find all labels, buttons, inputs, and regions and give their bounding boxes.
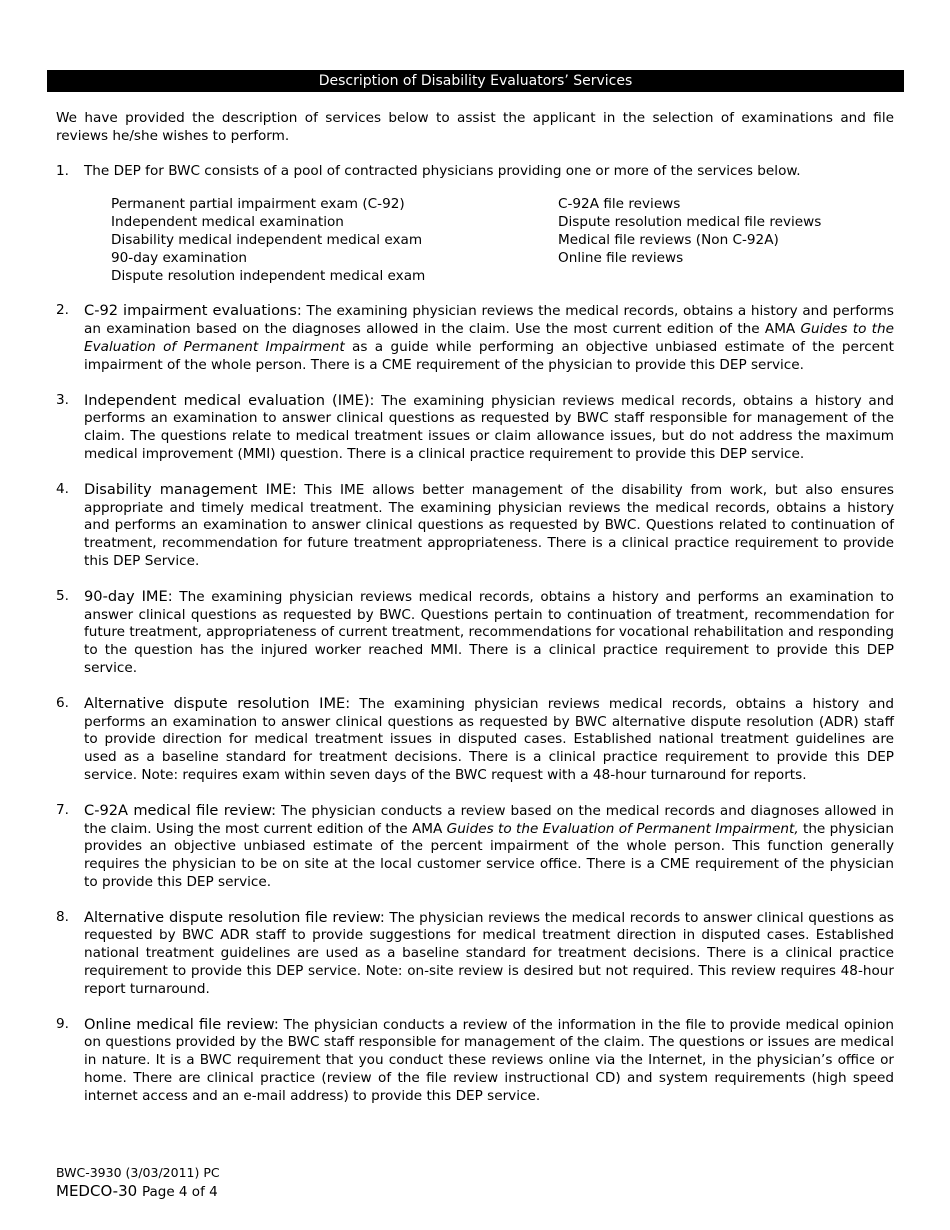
service-item: C-92A file reviews	[558, 196, 681, 213]
list-item-3	[56, 392, 894, 464]
service-item: Permanent partial impairment exam (C-92)	[111, 196, 405, 213]
document-body	[56, 110, 894, 1123]
item-heading: Alternative dispute resolution file review:	[84, 908, 385, 926]
service-item: Disability medical independent medical exam	[111, 231, 423, 248]
list-item-8	[56, 909, 894, 999]
section-title: Description of Disability Evaluators’ Services	[318, 73, 633, 89]
list-item-4	[56, 481, 894, 571]
item-heading: C-92A medical file review:	[84, 801, 277, 819]
list-item-7	[56, 802, 894, 892]
list-item-2	[56, 302, 894, 374]
page-footer	[56, 1165, 220, 1202]
item-heading: 90-day IME:	[84, 587, 173, 605]
item-heading: C-92 impairment evaluations:	[84, 302, 302, 320]
list-item-9	[56, 1016, 894, 1106]
item-text: The examining physician reviews medical records, obtains a history and performs an examination to answer clinical questions as requested by BWC alternative dispute resolution (ADR) staff to provide direction for medical treatment issues in disputed cases. Established national treatment guidelines are used as a baseline standard for treatment decisions. There is a clinical practice requirement to provide this DEP service. Note: requires exam within seven days of the BWC request with a 48-hour turnaround for reports.	[84, 695, 894, 783]
form-page-line	[56, 1181, 220, 1202]
item-body	[84, 1016, 894, 1106]
section-title-bar	[47, 70, 904, 92]
intro-paragraph: We have provided the description of services below to assist the applicant in the selection of examinations and file reviews he/she wishes to perform.	[56, 110, 894, 144]
list-item-6	[56, 695, 894, 785]
item-number: 1.	[56, 162, 69, 179]
item-body	[84, 302, 894, 374]
item-body	[84, 392, 894, 464]
item-body	[84, 163, 894, 286]
item-number: 3.	[56, 391, 69, 408]
list-item-1	[56, 163, 894, 286]
item-italic-title: Guides to the Evaluation of Permanent Impairment	[84, 321, 894, 355]
item-text: The examining physician reviews medical records, obtains a history and performs an examination to answer clinical questions as requested by BWC. Questions pertain to continuation of treatment, recommendation for future treatment, appropriateness of current treatment, recommendations for vocational rehabilitation and responding to the question has the injured worker reached MMI. There is a clinical practice requirement to provide this DEP service.	[84, 588, 894, 676]
item-text: This IME allows better management of the disability from work, but also ensures appropriate and timely medical treatment. The examining physician reviews the medical records, obtains a history and performs an examination to answer clinical questions as requested by BWC. Questions related to continuation of treatment, recommendation for future treatment appropriateness. There is a clinical practice requirement to provide this DEP Service.	[84, 481, 894, 569]
services-list	[111, 196, 894, 285]
service-item: Independent medical examination	[111, 214, 344, 231]
item-text: The DEP for BWC consists of a pool of contracted physicians providing one or more of the services below.	[84, 162, 801, 179]
item-text: The physician reviews the medical records to answer clinical questions as requested by BWC ADR staff to provide suggestions for medical treatment direction in disputed cases. Established national treatment guidelines are used as a baseline standard for treatment decisions. There is a clinical practice requirement to provide this DEP service. Note: on-site review is desired but not required. This review requires 48-hour report turnaround.	[84, 909, 895, 997]
services-column-reviews	[558, 196, 821, 285]
list-item-5	[56, 588, 894, 678]
item-heading: Independent medical evaluation (IME):	[84, 391, 375, 409]
item-text: The examining physician reviews the medical records, obtains a history and performs an examination based on the diagnoses allowed in the claim. Use the most current edition of the AMA	[84, 303, 894, 338]
item-number: 9.	[56, 1015, 69, 1032]
item-text: as a guide while performing an objective unbiased estimate of the percent impairment of the whole person. There is a CME requirement of the physician to provide this DEP service.	[84, 338, 894, 373]
item-body	[84, 802, 894, 892]
item-heading: Alternative dispute resolution IME:	[84, 694, 351, 712]
item-text: the physician provides an objective unbiased estimate of the percent impairment of the whole person. This function generally requires the physician to be on site at the local customer service office. There is a CME requirement of the physician to provide this DEP service.	[84, 820, 894, 890]
service-item: 90-day examination	[111, 249, 248, 266]
item-heading: Online medical file review:	[84, 1015, 279, 1033]
item-number: 4.	[56, 480, 69, 497]
item-number: 6.	[56, 694, 69, 711]
item-body	[84, 909, 894, 999]
item-italic-title: Guides to the Evaluation of Permanent Impairment,	[446, 820, 799, 837]
services-column-exams	[111, 196, 558, 285]
service-item: Medical file reviews (Non C-92A)	[558, 231, 779, 248]
item-number: 8.	[56, 908, 69, 925]
item-body	[84, 588, 894, 678]
item-body	[84, 481, 894, 571]
item-number: 2.	[56, 302, 69, 319]
item-heading: Disability management IME:	[84, 480, 297, 498]
item-text: The physician conducts a review based on the medical records and diagnoses allowed in the claim. Using the most current edition of the AMA	[84, 802, 894, 837]
item-text: The physician conducts a review of the information in the file to provide medical opinion on questions provided by the BWC staff responsible for management of the claim. The questions or issues are medical in nature. It is a BWC requirement that you conduct these reviews online via the Internet, in the physician’s office or home. There are clinical practice (review of the file review instructional CD) and system requirements (high speed internet access and an e-mail address) to provide this DEP service.	[84, 1016, 894, 1104]
page-number: Page 4 of 4	[141, 1184, 218, 1200]
form-name: MEDCO-30	[56, 1182, 138, 1200]
service-item: Online file reviews	[558, 249, 684, 266]
service-item: Dispute resolution independent medical exam	[111, 267, 426, 284]
item-number: 5.	[56, 587, 69, 604]
form-id: BWC-3930 (3/03/2011) PC	[56, 1165, 220, 1180]
item-body	[84, 695, 894, 785]
service-item: Dispute resolution medical file reviews	[558, 214, 822, 231]
item-text: The examining physician reviews medical records, obtains a history and performs an examination to answer clinical questions as requested by BWC staff responsible for management of the claim. The questions relate to medical treatment issues or claim allowance issues, but do not address the maximum medical improvement (MMI) question. There is a clinical practice requirement to provide this DEP service.	[84, 392, 894, 462]
item-number: 7.	[56, 801, 69, 818]
